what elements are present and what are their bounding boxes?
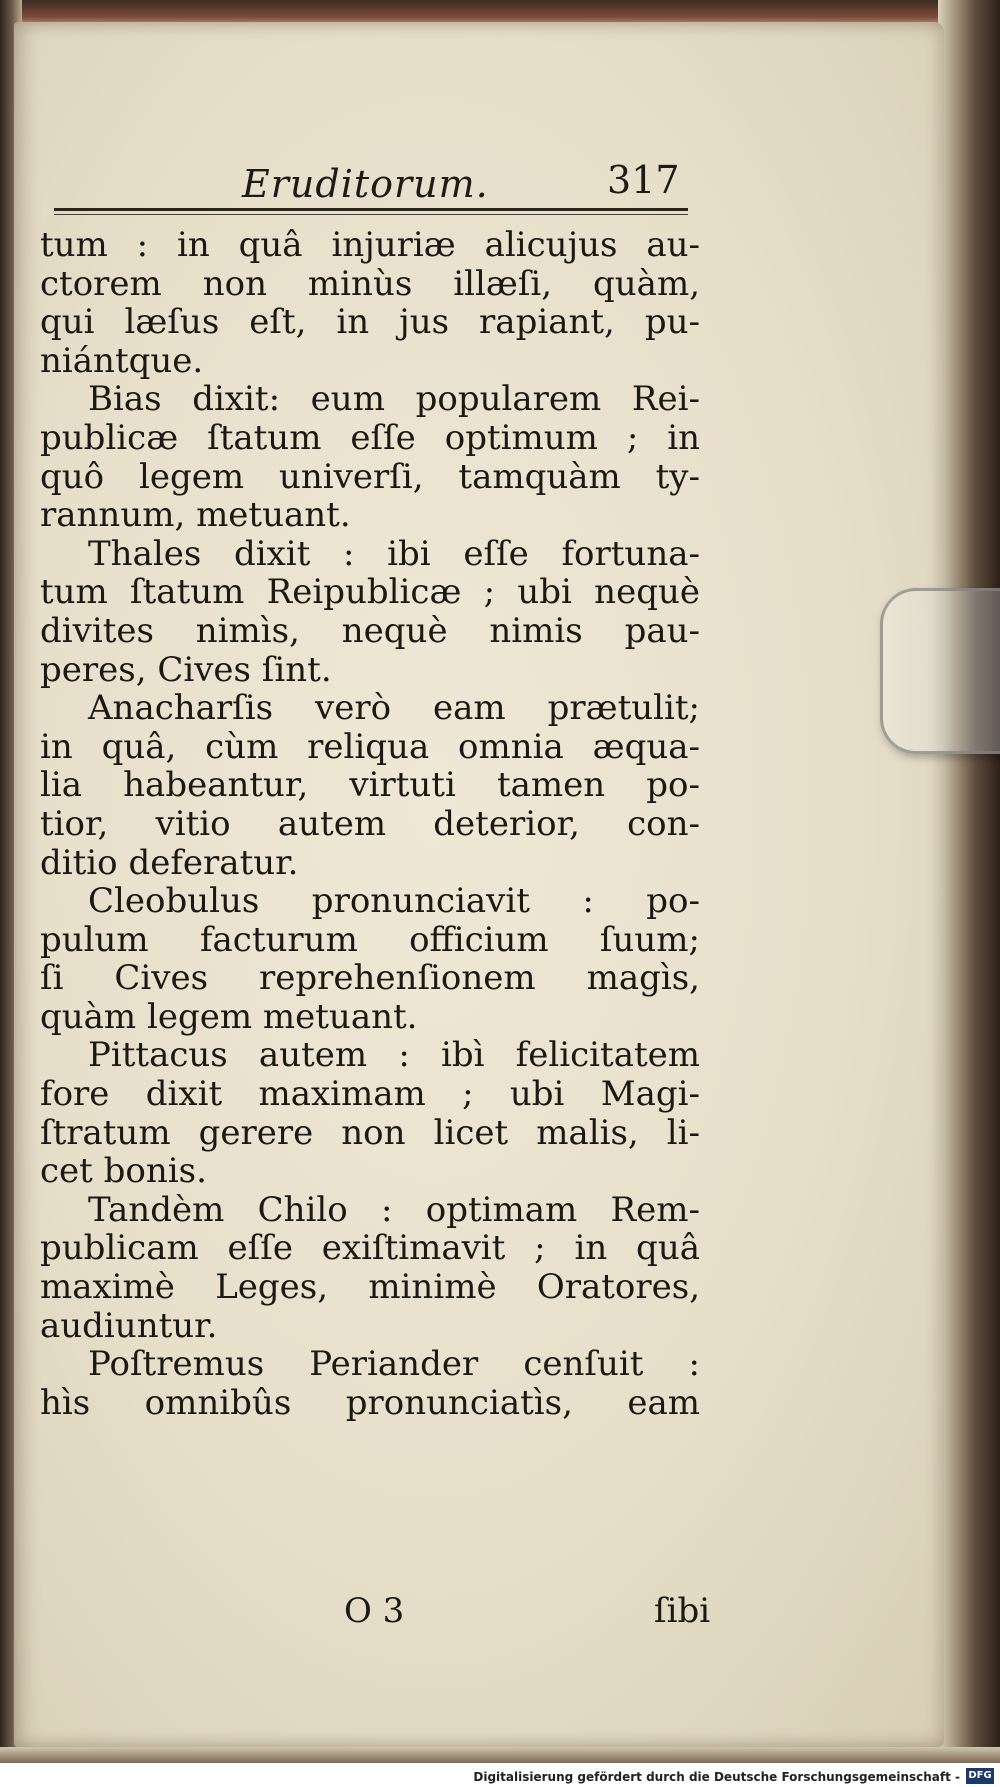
body-text bbox=[40, 226, 700, 1422]
text-line: rannum, metuant. bbox=[40, 496, 351, 535]
text-line: Anacharſis verò eam prætulit; bbox=[88, 689, 700, 728]
page-clip bbox=[880, 588, 1000, 754]
text-line: publicam eſſe exiſtimavit ; in quâ bbox=[40, 1229, 700, 1269]
text-line: niántque. bbox=[40, 341, 204, 381]
text-line: Tandèm Chilo : optimam Rem- bbox=[88, 1190, 700, 1230]
text-line: quàm legem metuant. bbox=[40, 997, 418, 1037]
text-line: qui læſus eſt, in jus rapiant, pu- bbox=[40, 303, 700, 342]
text-line: divites nimìs, nequè nimis pau- bbox=[40, 611, 700, 651]
text-line: Poſtremus Periander cenſuit : bbox=[88, 1345, 700, 1384]
text-line: in quâ, cùm reliqua omnia æqua- bbox=[40, 727, 700, 767]
text-line: cet bonis. bbox=[40, 1152, 207, 1191]
text-line: maximè Leges, minimè Oratores, bbox=[40, 1268, 700, 1307]
text-line: Thales dixit : ibi eſſe fortuna- bbox=[88, 534, 700, 574]
text-line: quô legem univerſi, tamquàm ty- bbox=[40, 457, 700, 497]
text-line: lia habeantur, virtuti tamen po- bbox=[40, 766, 700, 805]
header-rule-thin bbox=[54, 214, 688, 215]
text-line: ditio deferatur. bbox=[40, 843, 299, 883]
dfg-logo-icon: DFG bbox=[966, 1768, 994, 1784]
catchword: ſibi bbox=[654, 1591, 711, 1631]
text-line: tum : in quâ injuriæ alicujus au- bbox=[40, 226, 700, 265]
text-line: pulum facturum officium ſuum; bbox=[40, 920, 700, 960]
running-head bbox=[14, 140, 944, 206]
text-line: tum ſtatum Reipublicæ ; ubi nequè bbox=[40, 573, 700, 612]
credit-bar bbox=[0, 1763, 1000, 1787]
book-fore-edge bbox=[938, 0, 1000, 1787]
text-line: ſtratum gerere non licet malis, li- bbox=[40, 1113, 700, 1153]
text-line: publicæ ſtatum eſſe optimum ; in bbox=[40, 418, 700, 458]
running-head-title: Eruditorum. bbox=[242, 162, 489, 206]
signature-mark: O 3 bbox=[344, 1591, 405, 1631]
text-line: ctorem non minùs illæſi, quàm, bbox=[40, 264, 700, 304]
text-line: tior, vitio autem deterior, con- bbox=[40, 804, 700, 844]
text-line: Pittacus autem : ibì felicitatem bbox=[88, 1036, 700, 1076]
text-line: fore dixit maximam ; ubi Magi- bbox=[40, 1075, 700, 1114]
text-line: peres, Cives ſint. bbox=[40, 650, 332, 690]
text-line: hìs omnibûs pronunciatìs, eam bbox=[40, 1383, 700, 1423]
credit-text: Digitalisierung gefördert durch die Deutsche Forschungsgemeinschaft - bbox=[473, 1770, 960, 1784]
text-line: Bias dixit: eum popularem Rei- bbox=[88, 380, 700, 419]
text-line: ſi Cives reprehenſionem magìs, bbox=[40, 959, 700, 998]
header-rule bbox=[54, 208, 688, 211]
text-line: Cleobulus pronunciavit : po- bbox=[88, 882, 700, 921]
text-line: audiuntur. bbox=[40, 1306, 218, 1346]
book-page bbox=[14, 22, 944, 1747]
page-number: 317 bbox=[607, 158, 680, 202]
